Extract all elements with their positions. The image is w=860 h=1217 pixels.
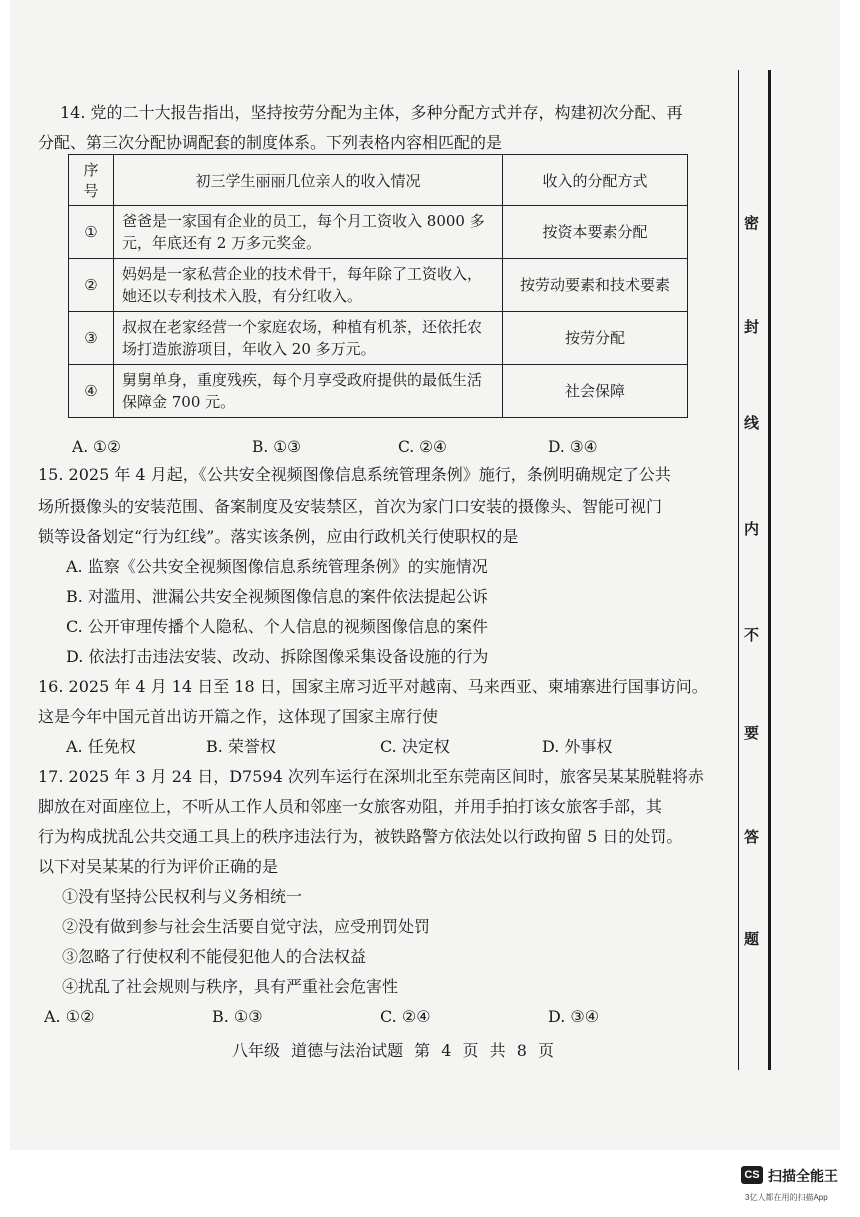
seal-char: 不 (744, 626, 760, 644)
table-header: 序号 (69, 155, 114, 206)
seal-char: 线 (744, 414, 760, 432)
q17-statement-1: ①没有坚持公民权利与义务相统一 (62, 887, 303, 906)
income-description: 妈妈是一家私营企业的技术骨干，每年除了工资收入，她还以专利技术入股，有分红收入。 (114, 259, 503, 312)
table-header-row (69, 155, 688, 206)
seal-char: 题 (744, 930, 760, 948)
page-footer: 八年级 道德与法治试题 第 4 页 共 8 页 (232, 1041, 554, 1060)
distribution-method: 按资本要素分配 (503, 206, 688, 259)
q17-stem-line2: 脚放在对面座位上，不听从工作人员和邻座一女旅客劝阻，并用手拍打该女旅客手部，其 (38, 797, 663, 816)
distribution-method: 按劳动要素和技术要素 (503, 259, 688, 312)
q15-option-a: A. 监察《公共安全视频图像信息系统管理条例》的实施情况 (66, 557, 488, 576)
table-header: 收入的分配方式 (503, 155, 688, 206)
q15-stem-line2: 场所摄像头的安装范围、备案制度及安装禁区，首次为家门口安装的摄像头、智能可视门 (38, 497, 663, 516)
row-number: ③ (69, 312, 114, 365)
seal-line-thick (768, 70, 771, 1070)
q14-stem-line2: 分配、第三次分配协调配套的制度体系。下列表格内容相匹配的是 (38, 133, 503, 152)
q16-stem-line2: 这是今年中国元首出访开篇之作，这体现了国家主席行使 (38, 707, 439, 726)
q16-option-d: D. 外事权 (542, 737, 613, 756)
q17-stem-line3: 行为构成扰乱公共交通工具上的秩序违法行为，被铁路警方依法处以行政拘留 5 日的处罚。 (38, 827, 683, 846)
table-row (69, 365, 688, 418)
q17-option-b: B. ①③ (212, 1007, 263, 1026)
seal-char: 封 (744, 318, 760, 336)
camscanner-logo-icon: CS (741, 1166, 763, 1184)
row-number: ① (69, 206, 114, 259)
distribution-method: 按劳分配 (503, 312, 688, 365)
q17-option-c: C. ②④ (380, 1007, 431, 1026)
q17-stem-line1: 17. 2025 年 3 月 24 日，D7594 次列车运行在深圳北至东莞南区间时，旅客吴某某脱鞋将赤 (38, 767, 704, 786)
table-header: 初三学生丽丽几位亲人的收入情况 (114, 155, 503, 206)
q15-stem-line1: 15. 2025 年 4 月起，《公共安全视频图像信息系统管理条例》施行，条例明确规定了公共 (38, 465, 671, 484)
q17-statement-2: ②没有做到参与社会生活要自觉守法，应受刑罚处罚 (62, 917, 431, 936)
row-number: ④ (69, 365, 114, 418)
q17-stem-line4: 以下对吴某某的行为评价正确的是 (38, 857, 279, 876)
income-description: 舅舅单身，重度残疾，每个月享受政府提供的最低生活保障金 700 元。 (114, 365, 503, 418)
q15-option-b: B. 对滥用、泄漏公共安全视频图像信息的案件依法提起公诉 (66, 587, 488, 606)
seal-char: 内 (744, 520, 760, 538)
q16-stem-line1: 16. 2025 年 4 月 14 日至 18 日，国家主席习近平对越南、马来西亚、柬埔寨进行国事访问。 (38, 677, 708, 696)
seal-char: 密 (744, 214, 760, 232)
distribution-method: 社会保障 (503, 365, 688, 418)
scanner-app-name: 扫描全能王 (768, 1168, 838, 1184)
q17-option-d: D. ③④ (548, 1007, 600, 1026)
table-row (69, 312, 688, 365)
q17-statement-3: ③忽略了行使权利不能侵犯他人的合法权益 (62, 947, 367, 966)
table-row (69, 259, 688, 312)
q14-option-d: D. ③④ (548, 438, 598, 456)
q16-option-a: A. 任免权 (66, 737, 136, 756)
seal-line-thin (738, 70, 739, 1070)
seal-char: 要 (744, 724, 760, 742)
q16-option-b: B. 荣誉权 (206, 737, 276, 756)
q14-option-a: A. ①② (72, 438, 121, 456)
table-row (69, 206, 688, 259)
q17-option-a: A. ①② (44, 1007, 95, 1026)
q14-option-b: B. ①③ (252, 438, 302, 456)
q14-option-c: C. ②④ (398, 438, 447, 456)
q15-stem-line3: 锁等设备划定“行为红线”。落实该条例，应由行政机关行使职权的是 (38, 527, 519, 546)
scanner-app-tagline: 3亿人都在用的扫描App (745, 1193, 828, 1202)
q15-option-d: D. 依法打击违法安装、改动、拆除图像采集设备设施的行为 (66, 647, 489, 666)
income-description: 叔叔在老家经营一个家庭农场，种植有机茶，还依托农场打造旅游项目，年收入 20 多万元。 (114, 312, 503, 365)
q16-option-c: C. 决定权 (380, 737, 450, 756)
q15-option-c: C. 公开审理传播个人隐私、个人信息的视频图像信息的案件 (66, 617, 488, 636)
income-distribution-table (68, 154, 688, 418)
row-number: ② (69, 259, 114, 312)
q14-stem-line1: 14. 党的二十大报告指出，坚持按劳分配为主体，多种分配方式并存，构建初次分配、再 (60, 103, 683, 122)
seal-char: 答 (744, 828, 760, 846)
income-description: 爸爸是一家国有企业的员工，每个月工资收入 8000 多元，年底还有 2 万多元奖金。 (114, 206, 503, 259)
q17-statement-4: ④扰乱了社会规则与秩序，具有严重社会危害性 (62, 977, 399, 996)
